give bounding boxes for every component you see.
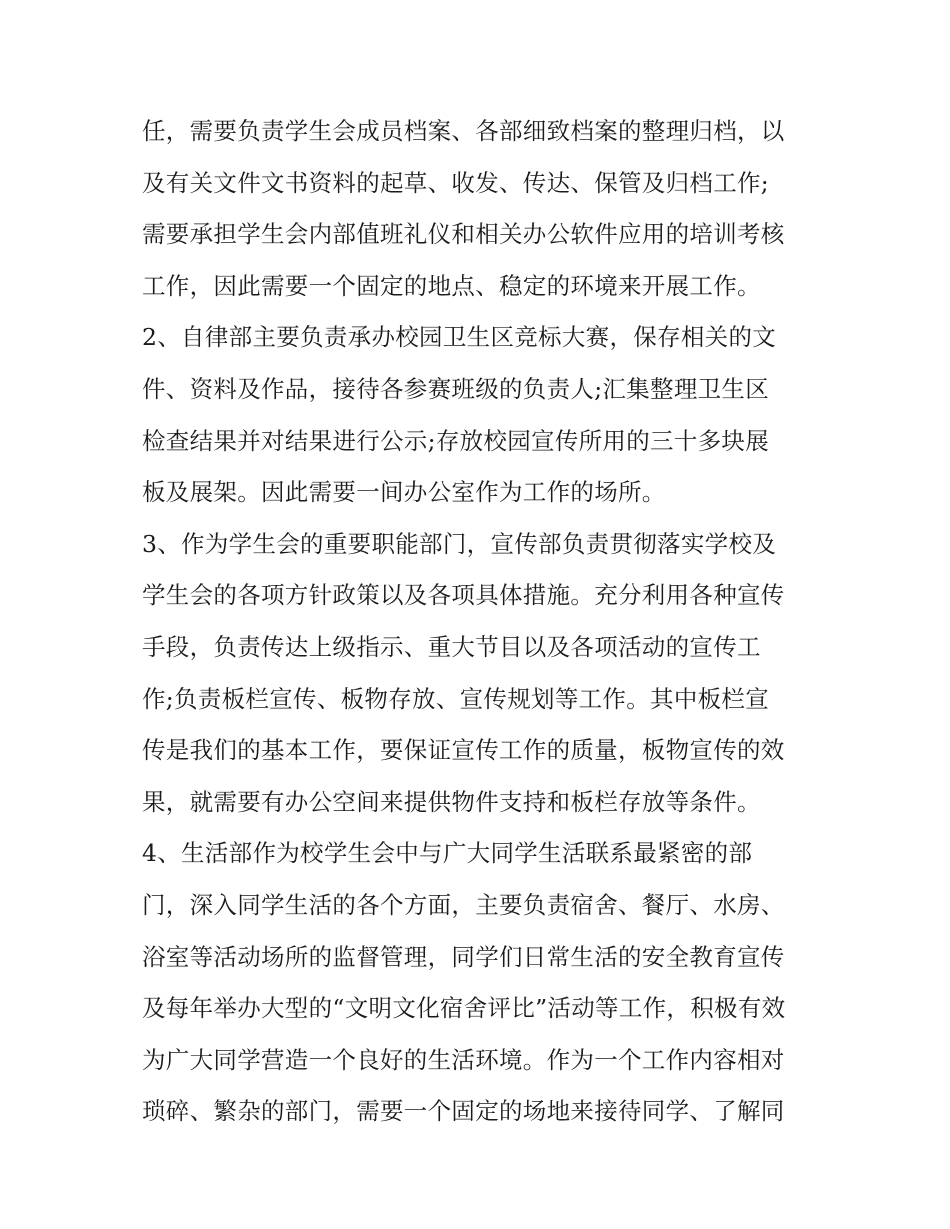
text-line: 板及展架。因此需要一间办公室作为工作的场所。 xyxy=(142,478,666,507)
text-line: 门，深入同学生活的各个方面，主要负责宿舍、餐厅、水房、 xyxy=(142,890,785,919)
text-line: 手段，负责传达上级指示、重大节目以及各项活动的宣传工 xyxy=(142,632,761,661)
text-line: 作;负责板栏宣传、板物存放、宣传规划等工作。其中板栏宣 xyxy=(142,684,770,713)
text-line: 4、生活部作为校学生会中与广大同学生活联系最紧密的部 xyxy=(142,839,753,868)
text-line: 件、资料及作品，接待各参赛班级的负责人;汇集整理卫生区 xyxy=(142,374,770,403)
text-line: 为广大同学营造一个良好的生活环境。作为一个工作内容相对 xyxy=(142,1045,785,1074)
text-line: 工作，因此需要一个固定的地点、稳定的环境来开展工作。 xyxy=(142,271,761,300)
text-line: 及每年举办大型的“文明文化宿舍评比”活动等工作，积极有效 xyxy=(142,994,786,1023)
text-line: 传是我们的基本工作，要保证宣传工作的质量，板物宣传的效 xyxy=(142,736,785,765)
text-line: 任，需要负责学生会成员档案、各部细致档案的整理归档，以 xyxy=(142,117,785,145)
text-line: 3、作为学生会的重要职能部门，宣传部负责贯彻落实学校及 xyxy=(142,529,777,558)
text-line: 及有关文件文书资料的起草、收发、传达、保管及归档工作; xyxy=(142,168,770,197)
text-line: 果，就需要有办公空间来提供物件支持和板栏存放等条件。 xyxy=(142,787,761,816)
body-text xyxy=(142,106,822,1138)
text-line: 琐碎、繁杂的部门，需要一个固定的场地来接待同学、了解同 xyxy=(142,1097,785,1126)
text-line: 2、自律部主要负责承办校园卫生区竞标大赛，保存相关的文 xyxy=(142,323,777,352)
text-line: 学生会的各项方针政策以及各项具体措施。充分利用各种宣传 xyxy=(142,581,785,610)
text-line: 需要承担学生会内部值班礼仪和相关办公软件应用的培训考核 xyxy=(142,220,785,249)
text-line: 浴室等活动场所的监督管理，同学们日常生活的安全教育宣传 xyxy=(142,942,785,971)
text-line: 检查结果并对结果进行公示;存放校园宣传所用的三十多块展 xyxy=(142,426,770,455)
